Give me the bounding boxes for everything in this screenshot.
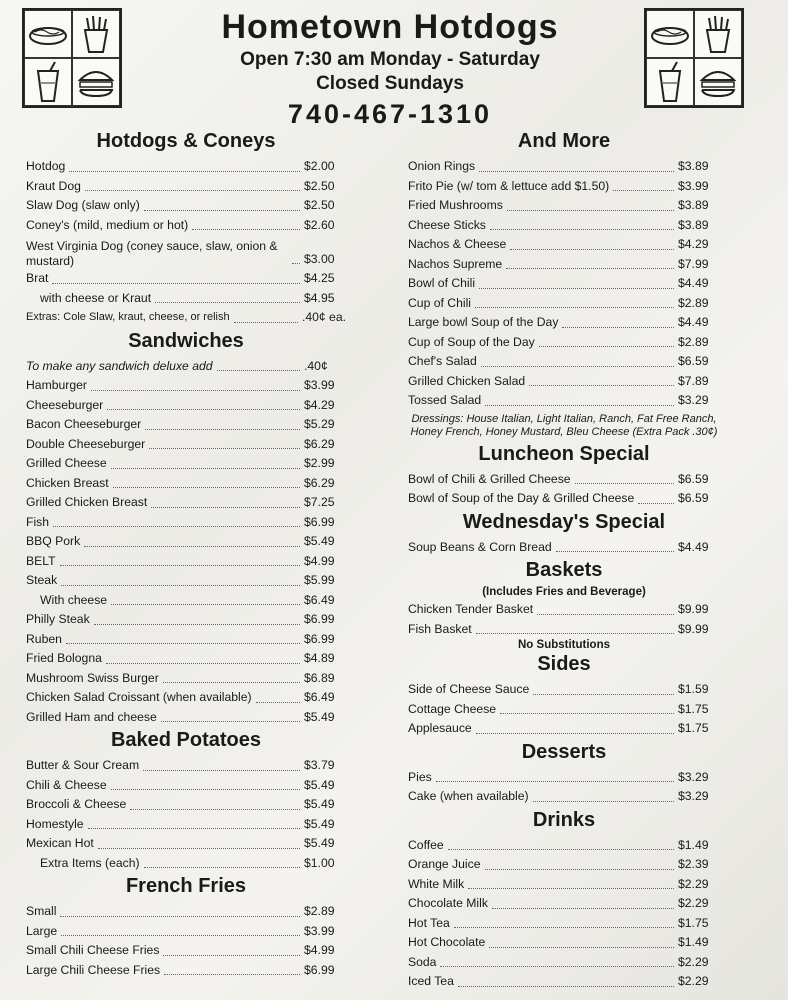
potato-list (26, 756, 346, 873)
item-price: $4.99 (304, 553, 335, 568)
luncheon-list (408, 470, 720, 509)
item-price: $4.25 (304, 271, 335, 285)
item-price: $1.00 (304, 855, 335, 870)
item-price: $7.25 (304, 495, 335, 509)
menu-item (408, 489, 720, 509)
item-price: $2.29 (678, 974, 709, 988)
item-name: Chocolate Milk (408, 896, 488, 910)
wednesday-list (408, 538, 720, 558)
item-name: Chef's Salad (408, 354, 477, 368)
section-sandwiches-title: Sandwiches (128, 329, 244, 352)
item-price: $2.50 (304, 178, 335, 193)
item-name: Hot Tea (408, 915, 450, 930)
section-wednesday-title: Wednesday's Special (462, 510, 666, 533)
item-price: $5.49 (304, 777, 335, 792)
item-price: $4.49 (678, 539, 709, 554)
item-price: $2.89 (678, 295, 709, 310)
item-price: $6.59 (678, 491, 709, 505)
dressings-note: Dressings: House Italian, Light Italian, Ranch, Fat Free Ranch, Honey French, Honey Mustard, Bleu Cheese (Extra Pack .30¢) (410, 412, 718, 438)
item-price: $4.95 (304, 290, 335, 305)
menu-item (26, 289, 346, 309)
item-name: White Milk (408, 876, 465, 891)
logo-right (644, 8, 744, 108)
menu-item (408, 875, 720, 895)
item-price: $4.89 (304, 651, 335, 665)
item-price: $2.00 (304, 159, 335, 173)
item-name: Fried Mushrooms (408, 198, 503, 212)
item-price: $9.99 (678, 621, 709, 636)
hours-text: Open 7:30 am Monday - Saturday (240, 49, 540, 70)
item-name: Fried Bologna (26, 651, 102, 665)
menu-item (26, 474, 346, 494)
item-name: Homestyle (26, 816, 84, 831)
item-name: Onion Rings (408, 159, 476, 173)
hotdog-icon (646, 10, 694, 58)
item-price: $3.29 (678, 769, 709, 784)
menu-item (408, 953, 720, 973)
menu-item (408, 620, 720, 640)
restaurant-name: Hometown Hotdogs (221, 8, 559, 46)
menu-item (26, 216, 346, 236)
menu-item (408, 538, 720, 558)
item-name: Grilled Chicken Salad (408, 373, 526, 388)
menu-item (408, 391, 720, 411)
menu-item (26, 708, 346, 728)
item-name: Chicken Salad Croissant (when available) (26, 690, 252, 704)
menu-item (26, 941, 346, 961)
item-price: $6.99 (304, 631, 335, 646)
item-price: $6.29 (304, 436, 335, 451)
item-name: Kraut Dog (26, 178, 81, 193)
drink-icon (24, 58, 72, 106)
item-name: Side of Cheese Sauce (408, 682, 530, 696)
section-luncheon-title: Luncheon Special (478, 442, 650, 465)
item-price: $6.99 (304, 962, 335, 977)
menu-item (408, 768, 720, 788)
item-name: To make any sandwich deluxe add (26, 358, 213, 373)
menu-item (26, 961, 346, 981)
phone-number: 740-467-1310 (287, 99, 493, 129)
item-price: $5.49 (304, 836, 335, 850)
menu-item (26, 235, 346, 269)
item-name: BELT (26, 553, 56, 568)
item-name: Philly Steak (26, 612, 90, 626)
menu-item (26, 308, 346, 328)
item-price: $4.29 (678, 237, 709, 251)
menu-item (26, 669, 346, 689)
sides-list (408, 680, 720, 739)
menu-item (408, 333, 720, 353)
menu-item (26, 396, 346, 416)
menu-item (408, 177, 720, 197)
menu-item (26, 357, 346, 377)
item-price: $2.89 (678, 334, 709, 349)
item-name: Frito Pie (w/ tom & lettuce add $1.50) (408, 178, 610, 193)
item-price: $5.49 (304, 534, 335, 548)
item-price: $3.89 (678, 159, 709, 173)
menu-item (26, 815, 346, 835)
item-price: $2.99 (304, 456, 335, 470)
menu-item (26, 756, 346, 776)
menu-item (408, 372, 720, 392)
item-price: $5.29 (304, 417, 335, 431)
item-name: With cheese (40, 592, 108, 607)
item-price: $2.29 (678, 876, 709, 891)
menu-item (26, 834, 346, 854)
item-name: Coney's (mild, medium or hot) (26, 217, 189, 232)
item-name: Butter & Sour Cream (26, 758, 140, 772)
item-price: $6.99 (304, 514, 335, 529)
menu-item (408, 274, 720, 294)
menu-item (408, 235, 720, 255)
more-list (408, 157, 720, 411)
desserts-list (408, 768, 720, 807)
item-name: Extras: Cole Slaw, kraut, cheese, or relish (26, 311, 230, 323)
menu-item (408, 914, 720, 934)
item-name: Bacon Cheeseburger (26, 417, 142, 431)
menu-item (26, 493, 346, 513)
item-name: Large Chili Cheese Fries (26, 962, 161, 977)
item-name: Hot Chocolate (408, 935, 486, 949)
menu-item (26, 630, 346, 650)
item-name: Orange Juice (408, 857, 481, 871)
menu-item (26, 454, 346, 474)
sandwich-list (26, 376, 346, 727)
item-name: Double Cheeseburger (26, 436, 146, 451)
item-price: $1.75 (678, 721, 709, 735)
menu-item (26, 157, 346, 177)
item-price: $5.49 (304, 797, 335, 811)
fries-icon (694, 10, 742, 58)
section-baskets-title: Baskets (525, 559, 603, 581)
left-column (26, 128, 346, 980)
item-price: $2.29 (678, 954, 709, 969)
item-price: $1.75 (678, 915, 709, 930)
item-price: $2.60 (304, 217, 335, 232)
item-name: Coffee (408, 837, 444, 852)
item-name: Bowl of Chili (408, 276, 476, 290)
item-price: $1.59 (678, 682, 709, 696)
section-desserts-title: Desserts (521, 740, 607, 763)
item-price: $6.49 (304, 690, 335, 704)
item-name: Large bowl Soup of the Day (408, 315, 559, 329)
menu-item (26, 776, 346, 796)
item-name: Large (26, 923, 58, 938)
item-name: Ruben (26, 631, 62, 646)
menu-item (26, 854, 346, 874)
menu-item (408, 470, 720, 490)
menu-item (26, 591, 346, 611)
item-price: $3.00 (304, 251, 335, 266)
fries-list (26, 902, 346, 980)
menu-item (26, 376, 346, 396)
item-name: Cup of Chili (408, 295, 471, 310)
menu-item (26, 610, 346, 630)
item-name: Cake (when available) (408, 789, 529, 803)
menu-item (408, 933, 720, 953)
item-price: $3.29 (678, 393, 709, 407)
item-price: $6.29 (304, 475, 335, 490)
menu-item (26, 177, 346, 197)
item-price: $2.39 (678, 857, 709, 871)
item-price: $3.79 (304, 758, 335, 772)
menu-item (408, 700, 720, 720)
section-drinks-title: Drinks (532, 808, 596, 831)
menu-item (408, 255, 720, 275)
item-name: Extra Items (each) (40, 855, 140, 870)
item-price: $1.49 (678, 935, 709, 949)
item-name: Grilled Ham and cheese (26, 709, 157, 724)
hotdog-icon (24, 10, 72, 58)
item-name: West Virginia Dog (coney sauce, slaw, onion & mustard) (26, 239, 278, 268)
item-price: $5.99 (304, 573, 335, 587)
item-name: Cheese Sticks (408, 217, 486, 232)
item-price: $7.99 (678, 256, 709, 271)
item-price: $6.49 (304, 592, 335, 607)
item-price: $3.99 (304, 923, 335, 938)
baskets-list (408, 600, 720, 639)
fries-icon (72, 10, 120, 58)
section-more-title: And More (517, 130, 611, 152)
item-name: Steak (26, 573, 58, 587)
item-name: Broccoli & Cheese (26, 797, 127, 811)
menu-item (26, 922, 346, 942)
item-price: $4.29 (304, 397, 335, 412)
item-name: Chili & Cheese (26, 777, 107, 792)
section-hotdogs-title: Hotdogs & Coneys (96, 130, 276, 152)
menu-item (408, 313, 720, 333)
item-name: Soup Beans & Corn Bread (408, 539, 552, 554)
item-name: Chicken Tender Basket (408, 602, 534, 616)
item-price: $3.99 (304, 378, 335, 392)
item-name: Cup of Soup of the Day (408, 334, 535, 349)
item-name: Tossed Salad (408, 393, 482, 407)
item-name: Grilled Cheese (26, 456, 107, 470)
menu-item (408, 894, 720, 914)
item-name: Hotdog (26, 159, 66, 173)
item-name: Grilled Chicken Breast (26, 495, 148, 509)
item-price: $2.29 (678, 896, 709, 910)
menu-item (26, 688, 346, 708)
item-name: Cottage Cheese (408, 701, 497, 716)
item-name: Small Chili Cheese Fries (26, 943, 160, 957)
item-name: Nachos & Cheese (408, 237, 507, 251)
section-potatoes-title: Baked Potatoes (110, 729, 262, 751)
menu-item (408, 719, 720, 739)
item-name: Applesauce (408, 721, 472, 735)
item-price: .40¢ ea. (301, 310, 346, 324)
menu-item (26, 435, 346, 455)
item-name: Chicken Breast (26, 475, 109, 490)
item-price: $6.89 (304, 670, 335, 685)
menu-item (408, 680, 720, 700)
item-price: $9.99 (678, 602, 709, 616)
item-price: $6.59 (678, 471, 709, 486)
menu-item (26, 795, 346, 815)
menu-item (408, 600, 720, 620)
drinks-list (408, 836, 720, 992)
item-price: $5.49 (304, 709, 335, 724)
menu-item (408, 855, 720, 875)
item-name: Iced Tea (408, 974, 454, 988)
burger-icon (694, 58, 742, 106)
item-name: Soda (408, 954, 437, 969)
item-price: $1.75 (678, 701, 709, 716)
item-price: $6.99 (304, 612, 335, 626)
item-price: $1.49 (678, 837, 709, 852)
menu-header (0, 0, 788, 128)
section-fries-title: French Fries (125, 875, 247, 897)
item-name: Mushroom Swiss Burger (26, 670, 159, 685)
closed-text: Closed Sundays (316, 73, 464, 94)
menu-item (26, 571, 346, 591)
menu-item (408, 294, 720, 314)
item-name: Mexican Hot (26, 836, 94, 850)
drink-icon (646, 58, 694, 106)
menu-item (26, 532, 346, 552)
no-substitutions-note: No Substitutions (518, 639, 610, 651)
burger-icon (72, 58, 120, 106)
menu-item (26, 415, 346, 435)
menu-item (408, 787, 720, 807)
menu-item (26, 649, 346, 669)
item-price: $3.29 (678, 789, 709, 803)
item-price: $4.49 (678, 315, 709, 329)
item-price: .40¢ (304, 358, 328, 373)
menu-item (26, 196, 346, 216)
item-name: Brat (26, 271, 49, 285)
item-price: $3.89 (678, 198, 709, 212)
item-name: Fish Basket (408, 621, 472, 636)
item-name: Hamburger (26, 378, 87, 392)
menu-item (26, 552, 346, 572)
menu-item (26, 902, 346, 922)
item-name: Nachos Supreme (408, 256, 503, 271)
item-price: $5.49 (304, 816, 335, 831)
item-name: BBQ Pork (26, 534, 81, 548)
menu-item (408, 836, 720, 856)
item-name: Pies (408, 769, 432, 784)
menu-item (408, 972, 720, 992)
item-price: $6.59 (678, 354, 709, 368)
item-name: Slaw Dog (slaw only) (26, 198, 140, 212)
item-name: Cheeseburger (26, 397, 104, 412)
item-price: $2.89 (304, 904, 335, 918)
item-name: with cheese or Kraut (40, 290, 152, 305)
title-block (140, 8, 640, 130)
menu-item (26, 269, 346, 289)
item-price: $3.99 (678, 178, 709, 193)
item-price: $7.89 (678, 373, 709, 388)
item-price: $4.99 (304, 943, 335, 957)
item-name: Bowl of Chili & Grilled Cheese (408, 471, 571, 486)
item-name: Fish (26, 514, 50, 529)
section-sides-title: Sides (537, 653, 591, 675)
menu-item (408, 216, 720, 236)
menu-item (408, 196, 720, 216)
menu-item (408, 157, 720, 177)
logo-left (22, 8, 122, 108)
item-price: $3.89 (678, 217, 709, 232)
menu-item (26, 513, 346, 533)
right-column (408, 128, 720, 992)
item-name: Bowl of Soup of the Day & Grilled Cheese (408, 491, 635, 505)
item-name: Small (26, 904, 57, 918)
baskets-subtitle: (Includes Fries and Beverage) (482, 586, 646, 598)
item-price: $4.49 (678, 276, 709, 290)
item-price: $2.50 (304, 198, 335, 212)
menu-item (408, 352, 720, 372)
